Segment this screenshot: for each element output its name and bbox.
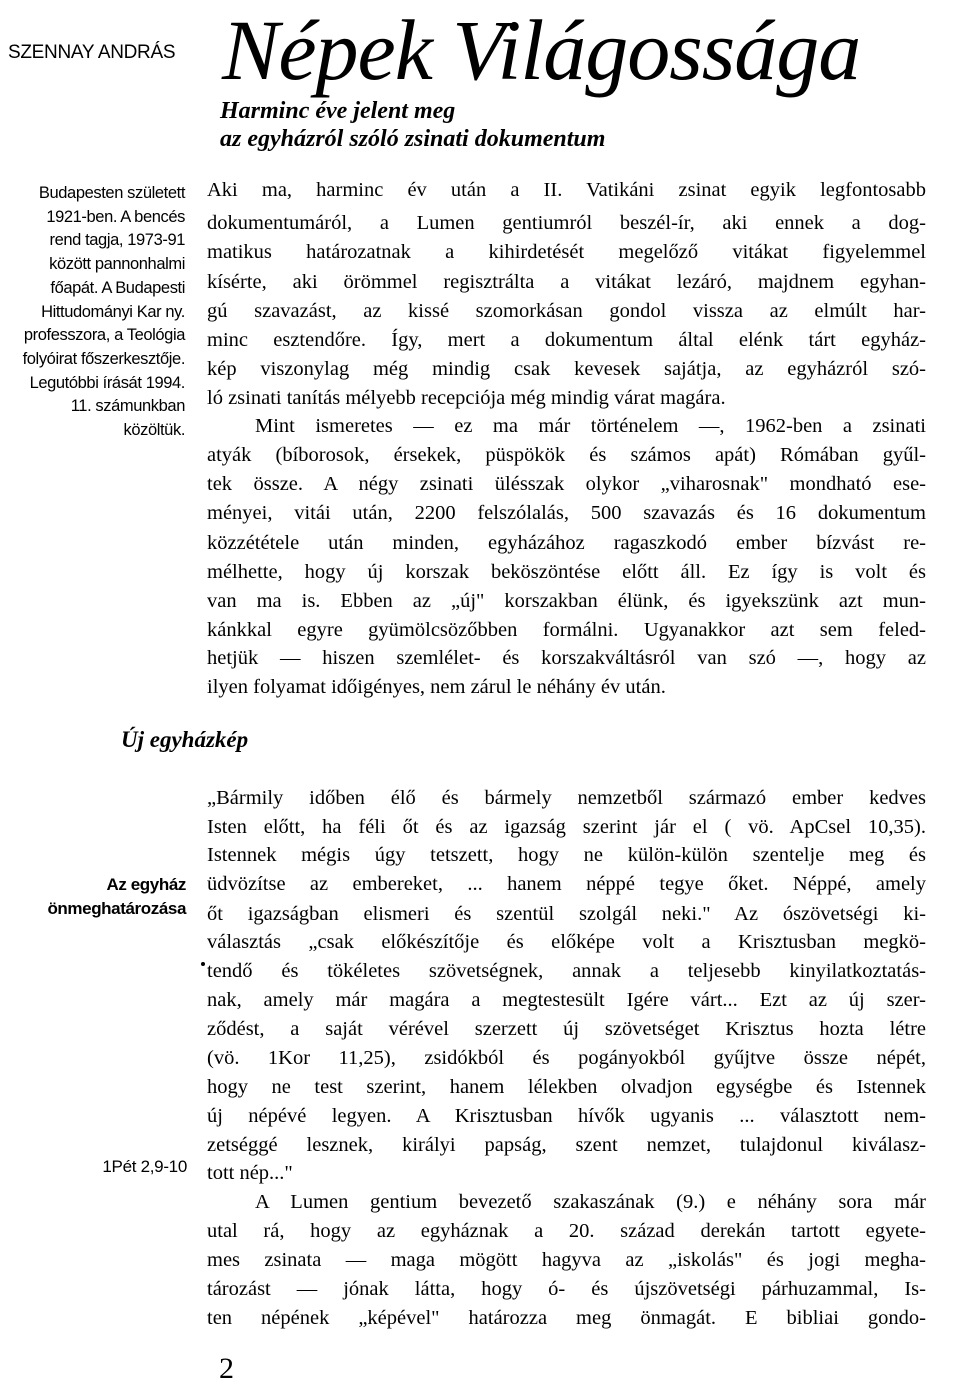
- bio-line: professzora, a Teológia: [23, 326, 185, 345]
- author-name: SZENNAY ANDRÁS: [8, 42, 176, 63]
- margin-note-line: Az egyház: [106, 875, 186, 894]
- bio-line: Hittudományi Kar ny.: [41, 302, 185, 321]
- text-line: tározást — jónak látta, hogy ó- és újszövetségi párhuzammal, Is-: [207, 1278, 926, 1300]
- bio-line: Legutóbbi írását 1994.: [29, 373, 185, 392]
- text-line: kép viszonylag még mindig csak kevesek sajátja, az egyházról szó-: [207, 358, 926, 380]
- bio-line: Budapesten született: [38, 184, 185, 202]
- text-line: ten népének „képével" határozza meg önmagát. E bibliai gondo-: [207, 1307, 926, 1329]
- page-number: 2: [219, 1352, 234, 1385]
- text-line: mélhette, hogy új korszak beköszöntése előtt áll. Ez így is volt és: [207, 561, 926, 583]
- text-line: gú szavazást, az kissé szomorkásan gondol vissza az elmúlt har-: [207, 300, 926, 322]
- text-line: utal rá, hogy az egyháznak a 20. század derekán tartott egyete-: [207, 1220, 926, 1242]
- text-line: minc esztendőre. Így, mert a dokumentum által elénk tárt egyház-: [207, 329, 926, 351]
- text-line: választás „csak előkészítője és előképe volt a Krisztusban megkö-: [207, 931, 926, 953]
- text-line: üdvözítse az embereket, ... hanem néppé tegye őket. Néppé, amely: [207, 873, 926, 895]
- text-line: van ma is. Ebben az „új" korszakban élünk, és igyekszünk azt mun-: [207, 590, 926, 612]
- text-line: őt igazságban elismeri és szentül szolgál neki." Az ószövetségi ki-: [207, 903, 926, 925]
- text-line: ződést, a saját vérével szerzett új szövetséget Krisztus hozta létre: [207, 1018, 926, 1040]
- text-line: kísérte, aki örömmel regisztrálta a vitákat lezáró, majdnem egyhan-: [207, 271, 926, 293]
- text-line: kánkkal egyre gyümölcsözőbben formálni. Ugyanakkor azt sem feled-: [207, 619, 926, 641]
- section-heading: Új egyházkép: [121, 727, 249, 752]
- margin-dot: [201, 962, 205, 966]
- bible-reference: 1Pét 2,9-10: [102, 1157, 187, 1176]
- text-line: közzététele után minden, egyházához ragaszkodó ember bízvást re-: [207, 532, 926, 554]
- text-line: mes zsinata — maga mögött hagyva az „iskolás" és jogi megha-: [207, 1249, 926, 1271]
- text-line: (vö. 1Kor 11,25), zsidókból és pogányokból gyűjtve össze népét,: [207, 1047, 926, 1069]
- margin-note: [47, 873, 186, 921]
- text-line: „Bármily időben élő és bármely nemzetből származó ember kedves: [207, 787, 926, 809]
- subtitle-line: Harminc éve jelent meg: [220, 98, 456, 124]
- text-line: zetséggé lesznek, királyi papság, szent nemzet, tulajdonul kiválasz-: [207, 1134, 926, 1156]
- text-line: nak, amely már magára a megtestesült Igére várt... Ezt az új szer-: [207, 989, 926, 1011]
- text-line: tek össze. A négy zsinati ülésszak olykor „viharosnak" mondható ese-: [207, 473, 926, 495]
- margin-note-line: önmeghatározása: [47, 899, 186, 918]
- article-subtitle: [220, 97, 605, 153]
- text-line: tott nép...": [207, 1162, 293, 1184]
- bio-line: főapát. A Budapesti: [50, 278, 185, 297]
- article-title: Népek Világossága: [222, 2, 861, 98]
- text-line: A Lumen gentium bevezető szakaszának (9.) e néhány sora már: [255, 1191, 926, 1213]
- text-line: Aki ma, harminc év után a II. Vatikáni zsinat egyik legfontosabb: [207, 179, 926, 201]
- text-line: tendő és tökéletes szövetségnek, annak a teljesebb kinyilatkoztatás-: [207, 960, 926, 982]
- text-line: hogy ne test szerint, hanem lélekben olvadjon egységbe és Istennek: [207, 1076, 926, 1098]
- bio-line: között pannonhalmi: [49, 255, 185, 274]
- text-line: dokumentumáról, a Lumen gentiumról beszél-ír, aki ennek a dog-: [207, 212, 926, 234]
- author-bio: [0, 182, 185, 443]
- text-line: Istennek mégis úgy tetszett, hogy ne külön-külön szentelje meg és: [207, 844, 926, 866]
- text-line: Isten előtt, ha féli őt és az igazság szerint jár el ( vö. ApCsel 10,35).: [207, 816, 926, 838]
- text-line: ló zsinati tanítás mélyebb recepciója még mindig várat magára.: [207, 387, 726, 409]
- text-line: ilyen folyamat időigényes, nem zárul le néhány év után.: [207, 676, 666, 698]
- bio-line: rend tagja, 1973-91: [49, 231, 185, 250]
- bio-line: 1921-ben. A bencés: [46, 207, 185, 226]
- bio-line: közöltük.: [123, 421, 185, 440]
- subtitle-line: az egyházról szóló zsinati dokumentum: [220, 126, 606, 152]
- bio-line: folyóirat főszerkesztője.: [22, 349, 185, 368]
- text-line: matikus határozatnak a kihirdetését megelőző vitákat figyelemmel: [207, 241, 926, 263]
- text-line: Mint ismeretes — ez ma már történelem —, 1962-ben a zsinati: [255, 415, 926, 437]
- text-line: atyák (bíborosok, érsekek, püspökök és számos apát) Rómában gyűl-: [207, 444, 926, 466]
- text-line: ményei, vitái után, 2200 felszólalás, 500 szavazás és 16 dokumentum: [207, 502, 926, 524]
- bio-line: 11. számunkban: [70, 397, 185, 416]
- text-line: új népévé legyen. A Krisztusban hívők ugyanis ... választott nem-: [207, 1105, 926, 1127]
- text-line: hetjük — hiszen szemlélet- és korszakváltásról van szó —, hogy az: [207, 647, 926, 669]
